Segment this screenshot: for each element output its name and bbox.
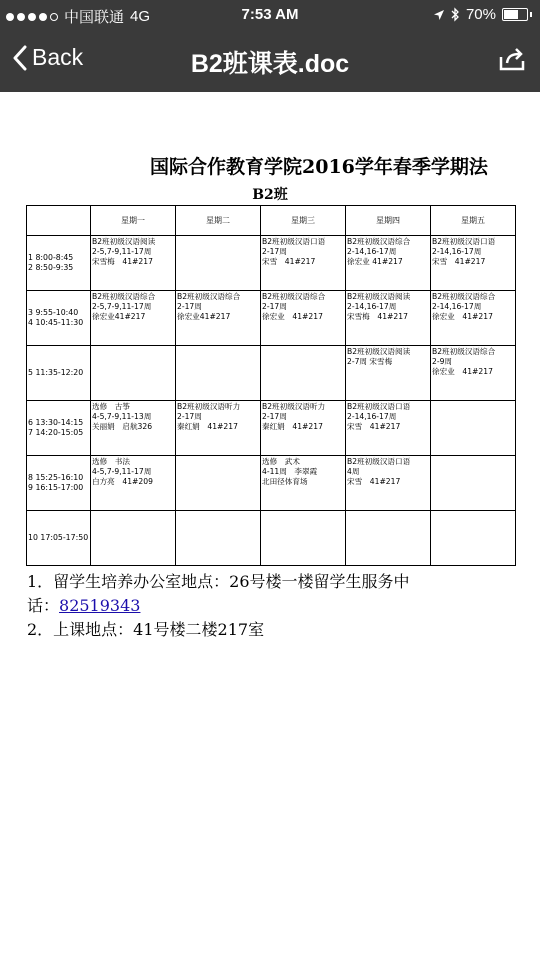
class-info-line: B2班初级汉语听力: [262, 402, 326, 411]
class-info-line: 4-5,7-9,11-17周: [92, 467, 152, 476]
document-title: 国际合作教育学院2016学年春季学期法: [150, 156, 488, 178]
day-header: 星期一: [91, 206, 176, 236]
day-header: 星期四: [346, 206, 431, 236]
status-bar: [0, 0, 540, 30]
phone-link[interactable]: 82519343: [59, 596, 141, 615]
class-cell: [431, 511, 516, 566]
period-time-cell: [27, 236, 91, 291]
class-cell: [176, 346, 261, 401]
class-info-line: B2班初级汉语听力: [177, 402, 241, 411]
class-info-line: 徐宏业 41#217: [432, 367, 493, 376]
class-info-line: 秦红娟 41#217: [177, 422, 238, 431]
class-cell: [261, 236, 346, 291]
day-header: 星期二: [176, 206, 261, 236]
class-info-line: 选修 武术: [262, 457, 300, 466]
class-info-line: 宋雪 41#217: [347, 422, 401, 431]
note-phone-line: [27, 594, 410, 618]
class-cell: [431, 236, 516, 291]
class-cell: [346, 346, 431, 401]
class-info-line: 徐宏业 41#217: [347, 257, 403, 266]
class-info-line: 2-14,16-17周: [347, 302, 397, 311]
class-cell: [91, 291, 176, 346]
period-time: 5 11:35-12:20: [28, 368, 84, 377]
status-right: [433, 6, 532, 23]
class-info-line: B2班初级汉语综合: [92, 292, 156, 301]
period-time-cell: [27, 401, 91, 456]
battery-percent: 70%: [465, 6, 496, 23]
period-time: 9 16:15-17:00: [28, 483, 84, 492]
class-info-line: 2-14,16-17周: [347, 412, 397, 421]
class-info-line: 4周: [347, 467, 360, 476]
class-info-line: 2-17周: [177, 412, 202, 421]
class-info-line: B2班初级汉语综合: [177, 292, 241, 301]
share-button[interactable]: [498, 46, 526, 77]
class-info-line: 2-5,7-9,11-17周: [92, 302, 152, 311]
class-cell: [261, 511, 346, 566]
carrier-name: 中国联通: [64, 9, 125, 26]
day-header: 星期五: [431, 206, 516, 236]
share-icon: [498, 46, 526, 72]
period-time: 6 13:30-14:15: [28, 418, 84, 427]
class-info-line: 2-7周 宋雪梅: [347, 357, 393, 366]
schedule-row: [27, 291, 516, 346]
class-cell: [261, 291, 346, 346]
notes: [27, 570, 410, 642]
class-info-line: 徐宏业 41#217: [432, 312, 493, 321]
class-info-line: 秦红娟 41#217: [262, 422, 323, 431]
class-cell: [91, 511, 176, 566]
document-view[interactable]: [0, 92, 540, 960]
class-info-line: 2-17周: [262, 412, 287, 421]
class-cell: [431, 456, 516, 511]
class-cell: [176, 401, 261, 456]
class-info-line: 2-9周: [432, 357, 452, 366]
class-info-line: 北田径体育场: [262, 477, 308, 486]
class-cell: [431, 346, 516, 401]
class-info-line: 4-11周 李翠霞: [262, 467, 318, 476]
schedule-row: [27, 456, 516, 511]
class-info-line: 2-17周: [177, 302, 202, 311]
class-info-line: B2班初级汉语口语: [347, 457, 411, 466]
class-info-line: 宋雪梅 41#217: [347, 312, 408, 321]
class-info-line: B2班初级汉语阅读: [347, 292, 411, 301]
class-info-line: 宋雪梅 41#217: [92, 257, 153, 266]
schedule-body: [27, 236, 516, 566]
note-phone-prefix: 话：: [27, 596, 60, 615]
class-cell: [91, 236, 176, 291]
class-info-line: B2班初级汉语综合: [432, 292, 496, 301]
period-time: 8 15:25-16:10: [28, 473, 84, 482]
class-info-line: 2-14,16-17周: [432, 302, 482, 311]
period-time: 2 8:50-9:35: [28, 263, 74, 272]
schedule-row: [27, 346, 516, 401]
class-cell: [176, 511, 261, 566]
class-cell: [176, 456, 261, 511]
battery-tip: [530, 12, 532, 17]
class-cell: [431, 401, 516, 456]
class-name: B2班: [252, 187, 288, 203]
period-time-cell: [27, 456, 91, 511]
back-label: Back: [32, 44, 84, 70]
class-cell: [91, 346, 176, 401]
class-cell: [346, 401, 431, 456]
class-info-line: 徐宏业41#217: [92, 312, 146, 321]
class-cell: [91, 456, 176, 511]
class-info-line: B2班初级汉语口语: [347, 402, 411, 411]
schedule-row: [27, 401, 516, 456]
class-cell: [91, 401, 176, 456]
period-time: 7 14:20-15:05: [28, 428, 84, 437]
corner-cell: [27, 206, 91, 236]
period-time-cell: [27, 346, 91, 401]
class-cell: [431, 291, 516, 346]
period-time-cell: [27, 291, 91, 346]
battery-icon: [502, 8, 528, 21]
class-info-line: B2班初级汉语口语: [262, 237, 326, 246]
class-info-line: B2班初级汉语综合: [432, 347, 496, 356]
status-time: 7:53 AM: [241, 6, 299, 23]
class-cell: [176, 291, 261, 346]
schedule-row: [27, 511, 516, 566]
class-info-line: 选修 书法: [92, 457, 130, 466]
schedule-row: [27, 236, 516, 291]
class-info-line: B2班初级汉语阅读: [347, 347, 411, 356]
network-type: 4G: [130, 8, 151, 25]
class-cell: [346, 456, 431, 511]
class-info-line: B2班初级汉语综合: [262, 292, 326, 301]
class-info-line: 4-5,7-9,11-13周: [92, 412, 152, 421]
class-info-line: 白方亮 41#209: [92, 477, 153, 486]
class-cell: [176, 236, 261, 291]
note-office-location: 1．留学生培养办公室地点：26号楼一楼留学生服务中: [27, 572, 410, 591]
location-arrow-icon: [433, 9, 445, 21]
class-cell: [346, 291, 431, 346]
schedule-header-row: [27, 206, 516, 236]
class-info-line: 关丽娟 启航326: [92, 422, 153, 431]
class-info-line: B2班初级汉语口语: [432, 237, 496, 246]
class-info-line: 宋雪 41#217: [347, 477, 401, 486]
class-info-line: 徐宏业 41#217: [262, 312, 323, 321]
class-cell: [261, 456, 346, 511]
period-time-cell: [27, 511, 91, 566]
class-info-line: 2-14,16-17周: [432, 247, 482, 256]
day-header: 星期三: [261, 206, 346, 236]
period-time: 1 8:00-8:45: [28, 253, 74, 262]
page-title: B2班课表.doc: [190, 50, 350, 78]
note-classroom-location: 2．上课地点：41号楼二楼217室: [27, 620, 265, 639]
class-info-line: 2-5,7-9,11-17周: [92, 247, 152, 256]
class-info-line: 2-17周: [262, 302, 287, 311]
class-cell: [261, 346, 346, 401]
class-info-line: 宋雪 41#217: [262, 257, 316, 266]
class-info-line: 徐宏业41#217: [177, 312, 231, 321]
class-info-line: 2-17周: [262, 247, 287, 256]
class-cell: [346, 236, 431, 291]
class-info-line: B2班初级汉语综合: [347, 237, 411, 246]
period-time: 3 9:55-10:40: [28, 308, 79, 317]
period-time: 10 17:05-17:50: [28, 533, 89, 542]
battery-level: [504, 10, 518, 19]
bluetooth-icon: [451, 7, 460, 22]
schedule-table: [26, 205, 516, 566]
class-cell: [346, 511, 431, 566]
nav-bar: [0, 30, 540, 92]
class-info-line: 宋雪 41#217: [432, 257, 486, 266]
class-info-line: B2班初级汉语阅读: [92, 237, 156, 246]
class-info-line: 选修 古筝: [92, 402, 130, 411]
class-info-line: 2-14,16-17周: [347, 247, 397, 256]
class-cell: [261, 401, 346, 456]
period-time: 4 10:45-11:30: [28, 318, 84, 327]
